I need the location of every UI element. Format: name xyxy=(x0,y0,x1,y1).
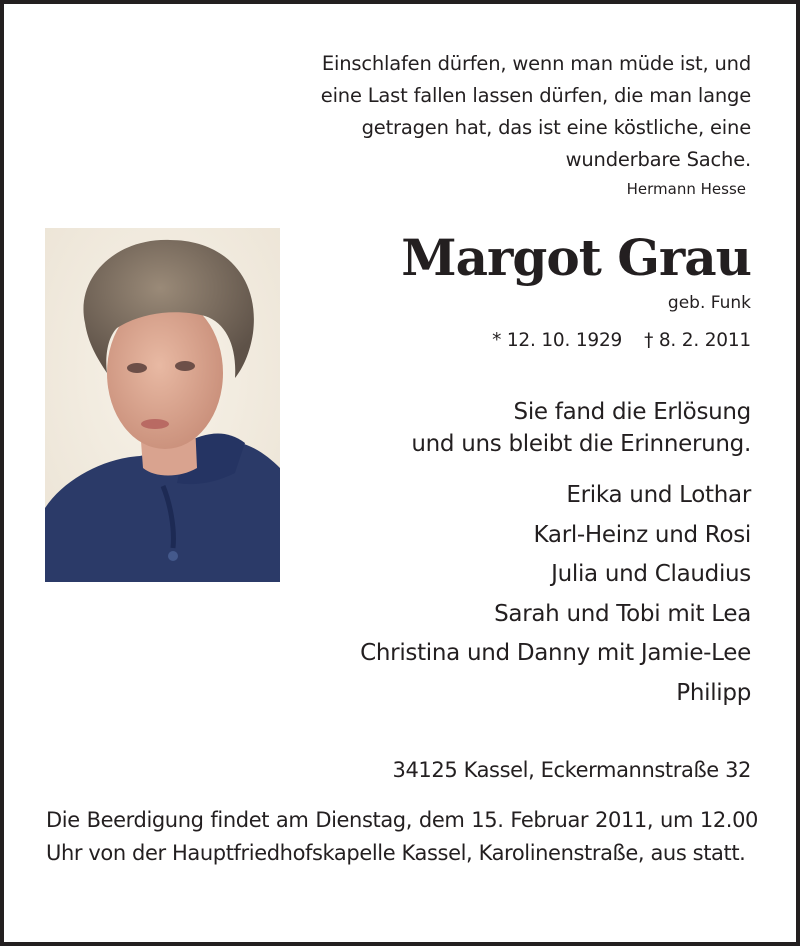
birth-date: * 12. 10. 1929 xyxy=(492,330,623,351)
life-dates xyxy=(492,330,751,351)
funeral-notice: Die Beerdigung findet am Dienstag, dem 15. Februar 2011, um 12.00 Uhr von der Hauptfriedhofskapelle Kassel, Karolinenstraße, aus statt. xyxy=(46,808,758,865)
motto-line: und uns bleibt die Erinnerung. xyxy=(411,431,751,457)
motto-line: Sie fand die Erlösung xyxy=(513,399,751,425)
memorial-motto xyxy=(411,396,751,460)
quote xyxy=(321,48,751,176)
mourner: Karl-Heinz und Rosi xyxy=(533,521,751,548)
address: 34125 Kassel, Eckermannstraße 32 xyxy=(392,758,751,782)
death-date: † 8. 2. 2011 xyxy=(644,330,751,351)
portrait-photo xyxy=(45,228,280,582)
deceased-name: Margot Grau xyxy=(401,228,751,287)
portrait-image xyxy=(45,228,280,582)
quote-line: wunderbare Sache. xyxy=(565,148,751,171)
quote-line: getragen hat, das ist eine köstliche, eine xyxy=(361,116,751,139)
birth-name: geb. Funk xyxy=(667,293,751,313)
mourners-list xyxy=(360,476,751,713)
mourner: Christina und Danny mit Jamie-Lee xyxy=(360,640,751,666)
mourner: Julia und Claudius xyxy=(551,561,751,587)
quote-line: Einschlafen dürfen, wenn man müde ist, und xyxy=(321,52,751,75)
quote-line: eine Last fallen lassen dürfen, die man lange xyxy=(320,84,751,107)
quote-author: Hermann Hesse xyxy=(626,180,746,198)
mourner: Erika und Lothar xyxy=(566,482,751,508)
mourner: Sarah und Tobi mit Lea xyxy=(494,600,751,627)
mourner: Philipp xyxy=(676,679,751,706)
